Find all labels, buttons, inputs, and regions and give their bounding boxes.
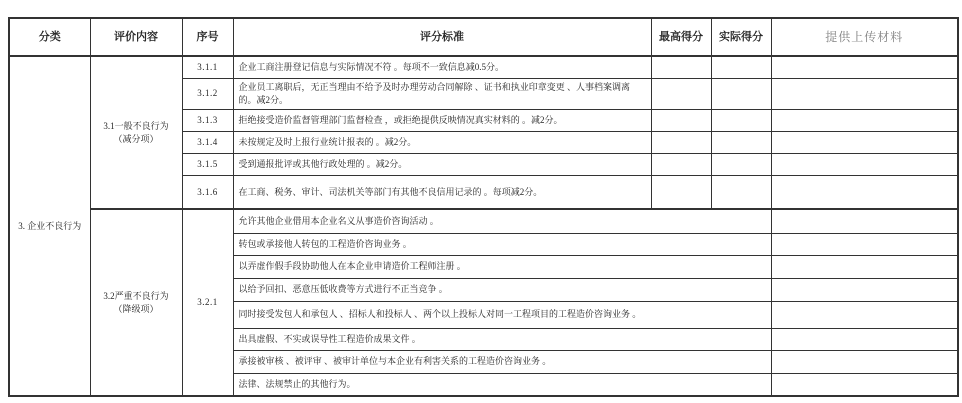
criteria-cell: 拒绝接受造价监督管理部门监督检查 ，或拒绝提供反映情况真实材料的 。减2分。 xyxy=(233,109,651,131)
header-criteria: 评分标准 xyxy=(233,18,651,56)
criteria-cell: 未按规定及时上报行业统计报表的 。减2分。 xyxy=(233,131,651,153)
upload-cell xyxy=(771,175,958,209)
max-score-cell xyxy=(651,56,711,78)
header-seq: 序号 xyxy=(182,18,233,56)
criteria-cell: 法律、法规禁止的其他行为。 xyxy=(233,373,771,396)
upload-cell xyxy=(771,109,958,131)
header-max-score: 最高得分 xyxy=(651,18,711,56)
content-cell-3-1 xyxy=(90,56,182,209)
content-cell-3-2 xyxy=(90,209,182,396)
seq-cell: 3.1.1 xyxy=(182,56,233,78)
upload-cell xyxy=(771,373,958,396)
table-row xyxy=(9,56,958,78)
actual-score-cell xyxy=(711,56,771,78)
max-score-cell xyxy=(651,131,711,153)
actual-score-cell xyxy=(711,131,771,153)
evaluation-table xyxy=(8,17,959,397)
table-row xyxy=(9,209,958,233)
seq-cell: 3.1.4 xyxy=(182,131,233,153)
seq-cell: 3.2.1 xyxy=(182,209,233,396)
seq-cell: 3.1.5 xyxy=(182,153,233,175)
criteria-cell: 转包或承接他人转包的工程造价咨询业务 。 xyxy=(233,233,771,255)
criteria-cell: 以弄虚作假手段协助他人在本企业申请造价工程师注册 。 xyxy=(233,255,771,278)
content-label-line1: 3.2严重不良行为 xyxy=(103,291,169,302)
seq-cell: 3.1.3 xyxy=(182,109,233,131)
criteria-cell: 企业员工离职后，无正当理由不给予及时办理劳动合同解除 、证书和执业印章变更 、人事档案调离的。减2分。 xyxy=(233,78,651,109)
upload-cell xyxy=(771,350,958,373)
header-upload: 提供上传材料 xyxy=(771,18,958,56)
upload-cell xyxy=(771,233,958,255)
max-score-cell xyxy=(651,175,711,209)
header-row xyxy=(9,18,958,56)
upload-cell xyxy=(771,278,958,301)
max-score-cell xyxy=(651,109,711,131)
content-label-line2: （减分项） xyxy=(113,133,159,144)
actual-score-cell xyxy=(711,153,771,175)
upload-cell xyxy=(771,301,958,328)
header-category: 分类 xyxy=(9,18,90,56)
upload-cell xyxy=(771,131,958,153)
criteria-cell: 以给予回扣、恶意压低收费等方式进行不正当竞争 。 xyxy=(233,278,771,301)
header-actual-score: 实际得分 xyxy=(711,18,771,56)
category-cell: 3. 企业不良行为 xyxy=(9,56,90,396)
upload-cell xyxy=(771,209,958,233)
upload-cell xyxy=(771,78,958,109)
criteria-cell: 允许其他企业借用本企业名义从事造价咨询活动 。 xyxy=(233,209,771,233)
upload-cell xyxy=(771,328,958,350)
criteria-cell: 受到通报批评或其他行政处理的 。减2分。 xyxy=(233,153,651,175)
criteria-cell: 同时接受发包人和承包人 、招标人和投标人 、两个以上投标人对同一工程项目的工程造价咨询业务 。 xyxy=(233,301,771,328)
max-score-cell xyxy=(651,78,711,109)
max-score-cell xyxy=(651,153,711,175)
header-content: 评价内容 xyxy=(90,18,182,56)
seq-cell: 3.1.2 xyxy=(182,78,233,109)
seq-cell: 3.1.6 xyxy=(182,175,233,209)
criteria-cell: 企业工商注册登记信息与实际情况不符 。每项不一致信息减0.5分。 xyxy=(233,56,651,78)
actual-score-cell xyxy=(711,78,771,109)
upload-cell xyxy=(771,255,958,278)
content-label-line2: （降级项） xyxy=(113,303,159,314)
content-label-line1: 3.1一般不良行为 xyxy=(103,121,169,132)
criteria-cell: 出具虚假、不实或误导性工程造价成果文件 。 xyxy=(233,328,771,350)
actual-score-cell xyxy=(711,175,771,209)
upload-cell xyxy=(771,56,958,78)
upload-cell xyxy=(771,153,958,175)
criteria-cell: 在工商、税务、审计、司法机关等部门有其他不良信用记录的 。每项减2分。 xyxy=(233,175,651,209)
actual-score-cell xyxy=(711,109,771,131)
criteria-cell: 承接被审核 、被评审 、被审计单位与本企业有利害关系的工程造价咨询业务 。 xyxy=(233,350,771,373)
